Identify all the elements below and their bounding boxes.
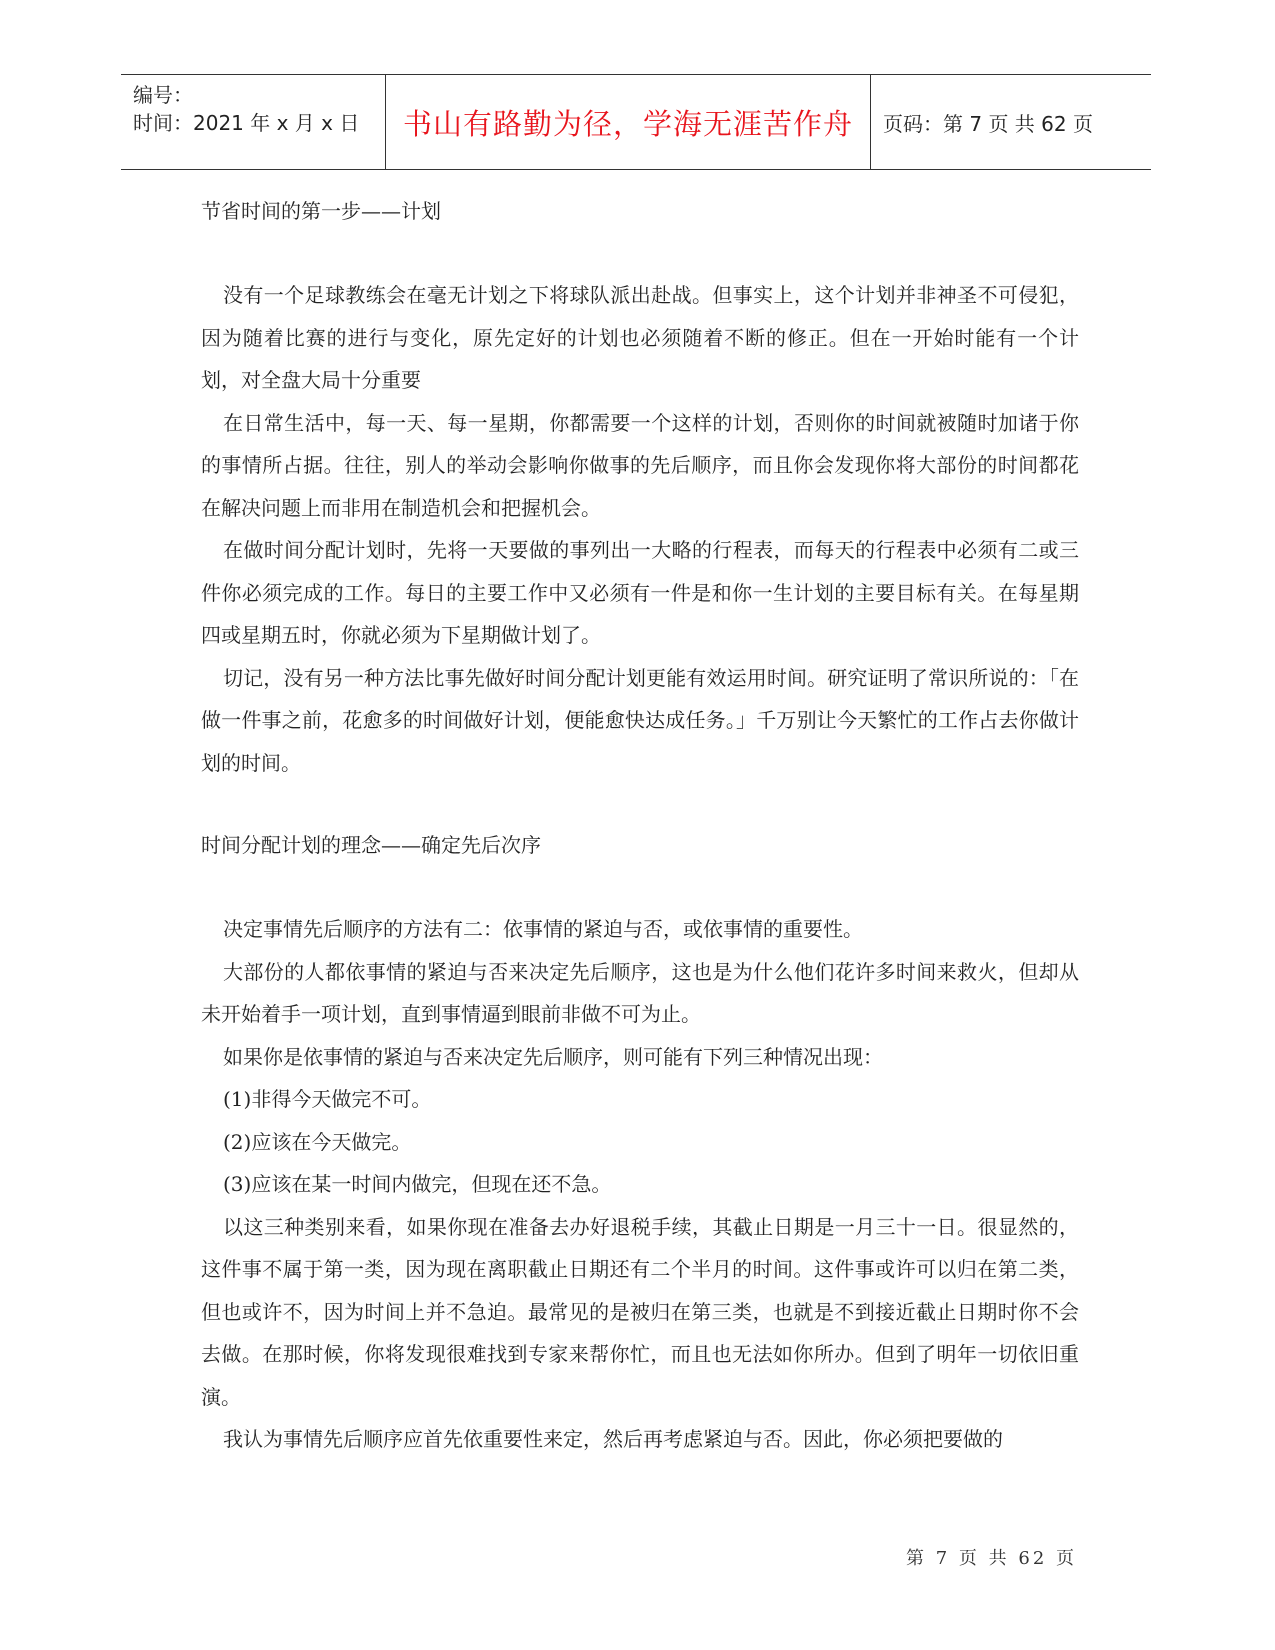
header-time-label: 时间：2021 年 x 月 x 日 xyxy=(133,111,360,135)
section-heading: 节省时间的第一步——计划 xyxy=(201,199,441,223)
paragraph: 在做时间分配计划时，先将一天要做的事列出一大略的行程表，而每天的行程表中必须有二或三件你必须完成的工作。每日的主要工作中又必须有一件是和你一生计划的主要目标有关。在每星期四或星期五时，你就必须为下星期做计划了。 xyxy=(201,538,1079,647)
section-heading: 时间分配计划的理念——确定先后次序 xyxy=(201,833,541,857)
spacer xyxy=(201,866,1079,908)
paragraph: 以这三种类别来看，如果你现在准备去办好退税手续，其截止日期是一月三十一日。很显然的，这件事不属于第一类，因为现在离职截止日期还有二个半月的时间。这件事或许可以归在第二类，但也或许不，因为时间上并不急迫。最常见的是被归在第三类，也就是不到接近截止日期时你不会去做。在那时候，你将发现很难找到专家来帮你忙，而且也无法如你所办。但到了明年一切依旧重演。 xyxy=(201,1214,1079,1409)
header-meta-cell xyxy=(121,75,385,169)
list-item: (2)应该在今天做完。 xyxy=(223,1129,412,1154)
paragraph: 我认为事情先后顺序应首先依重要性来定，然后再考虑紧迫与否。因此，你必须把要做的 xyxy=(223,1427,1003,1451)
paragraph: 大部份的人都依事情的紧迫与否来决定先后顺序，这也是为什么他们花许多时间来救火，但却从未开始着手一项计划，直到事情逼到眼前非做不可为止。 xyxy=(201,959,1079,1026)
header-page-label: 页码：第 7 页 共 62 页 xyxy=(883,111,1093,136)
header-motto: 书山有路勤为径，学海无涯苦作舟 xyxy=(385,75,871,169)
list-item: (3)应该在某一时间内做完，但现在还不急。 xyxy=(223,1172,612,1196)
spacer xyxy=(201,784,1079,824)
list-item: (1)非得今天做完不可。 xyxy=(223,1087,432,1111)
paragraph: 没有一个足球教练会在毫无计划之下将球队派出赴战。但事实上，这个计划并非神圣不可侵犯，因为随着比赛的进行与变化，原先定好的计划也必须随着不断的修正。但在一开始时能有一个计划，对全盘大局十分重要 xyxy=(201,283,1079,392)
spacer xyxy=(201,232,1079,274)
page-footer: 第 7 页 共 62 页 xyxy=(906,1548,1077,1569)
paragraph: 如果你是依事情的紧迫与否来决定先后顺序，则可能有下列三种情况出现： xyxy=(223,1044,883,1069)
paragraph: 在日常生活中，每一天、每一星期，你都需要一个这样的计划，否则你的时间就被随时加诸于你的事情所占据。往往，别人的举动会影响你做事的先后顺序，而且你会发现你将大部份的时间都花在解决问题上而非用在制造机会和把握机会。 xyxy=(201,410,1079,520)
header-number-label: 编号： xyxy=(133,83,193,107)
document-header xyxy=(121,74,1151,170)
paragraph: 决定事情先后顺序的方法有二：依事情的紧迫与否，或依事情的重要性。 xyxy=(223,917,863,941)
document-body xyxy=(201,190,1079,1461)
paragraph: 切记，没有另一种方法比事先做好时间分配计划更能有效运用时间。研究证明了常识所说的：「在做一件事之前，花愈多的时间做好计划，便能愈快达成任务。」千万别让今天繁忙的工作占去你做计划的时间。 xyxy=(201,665,1079,775)
